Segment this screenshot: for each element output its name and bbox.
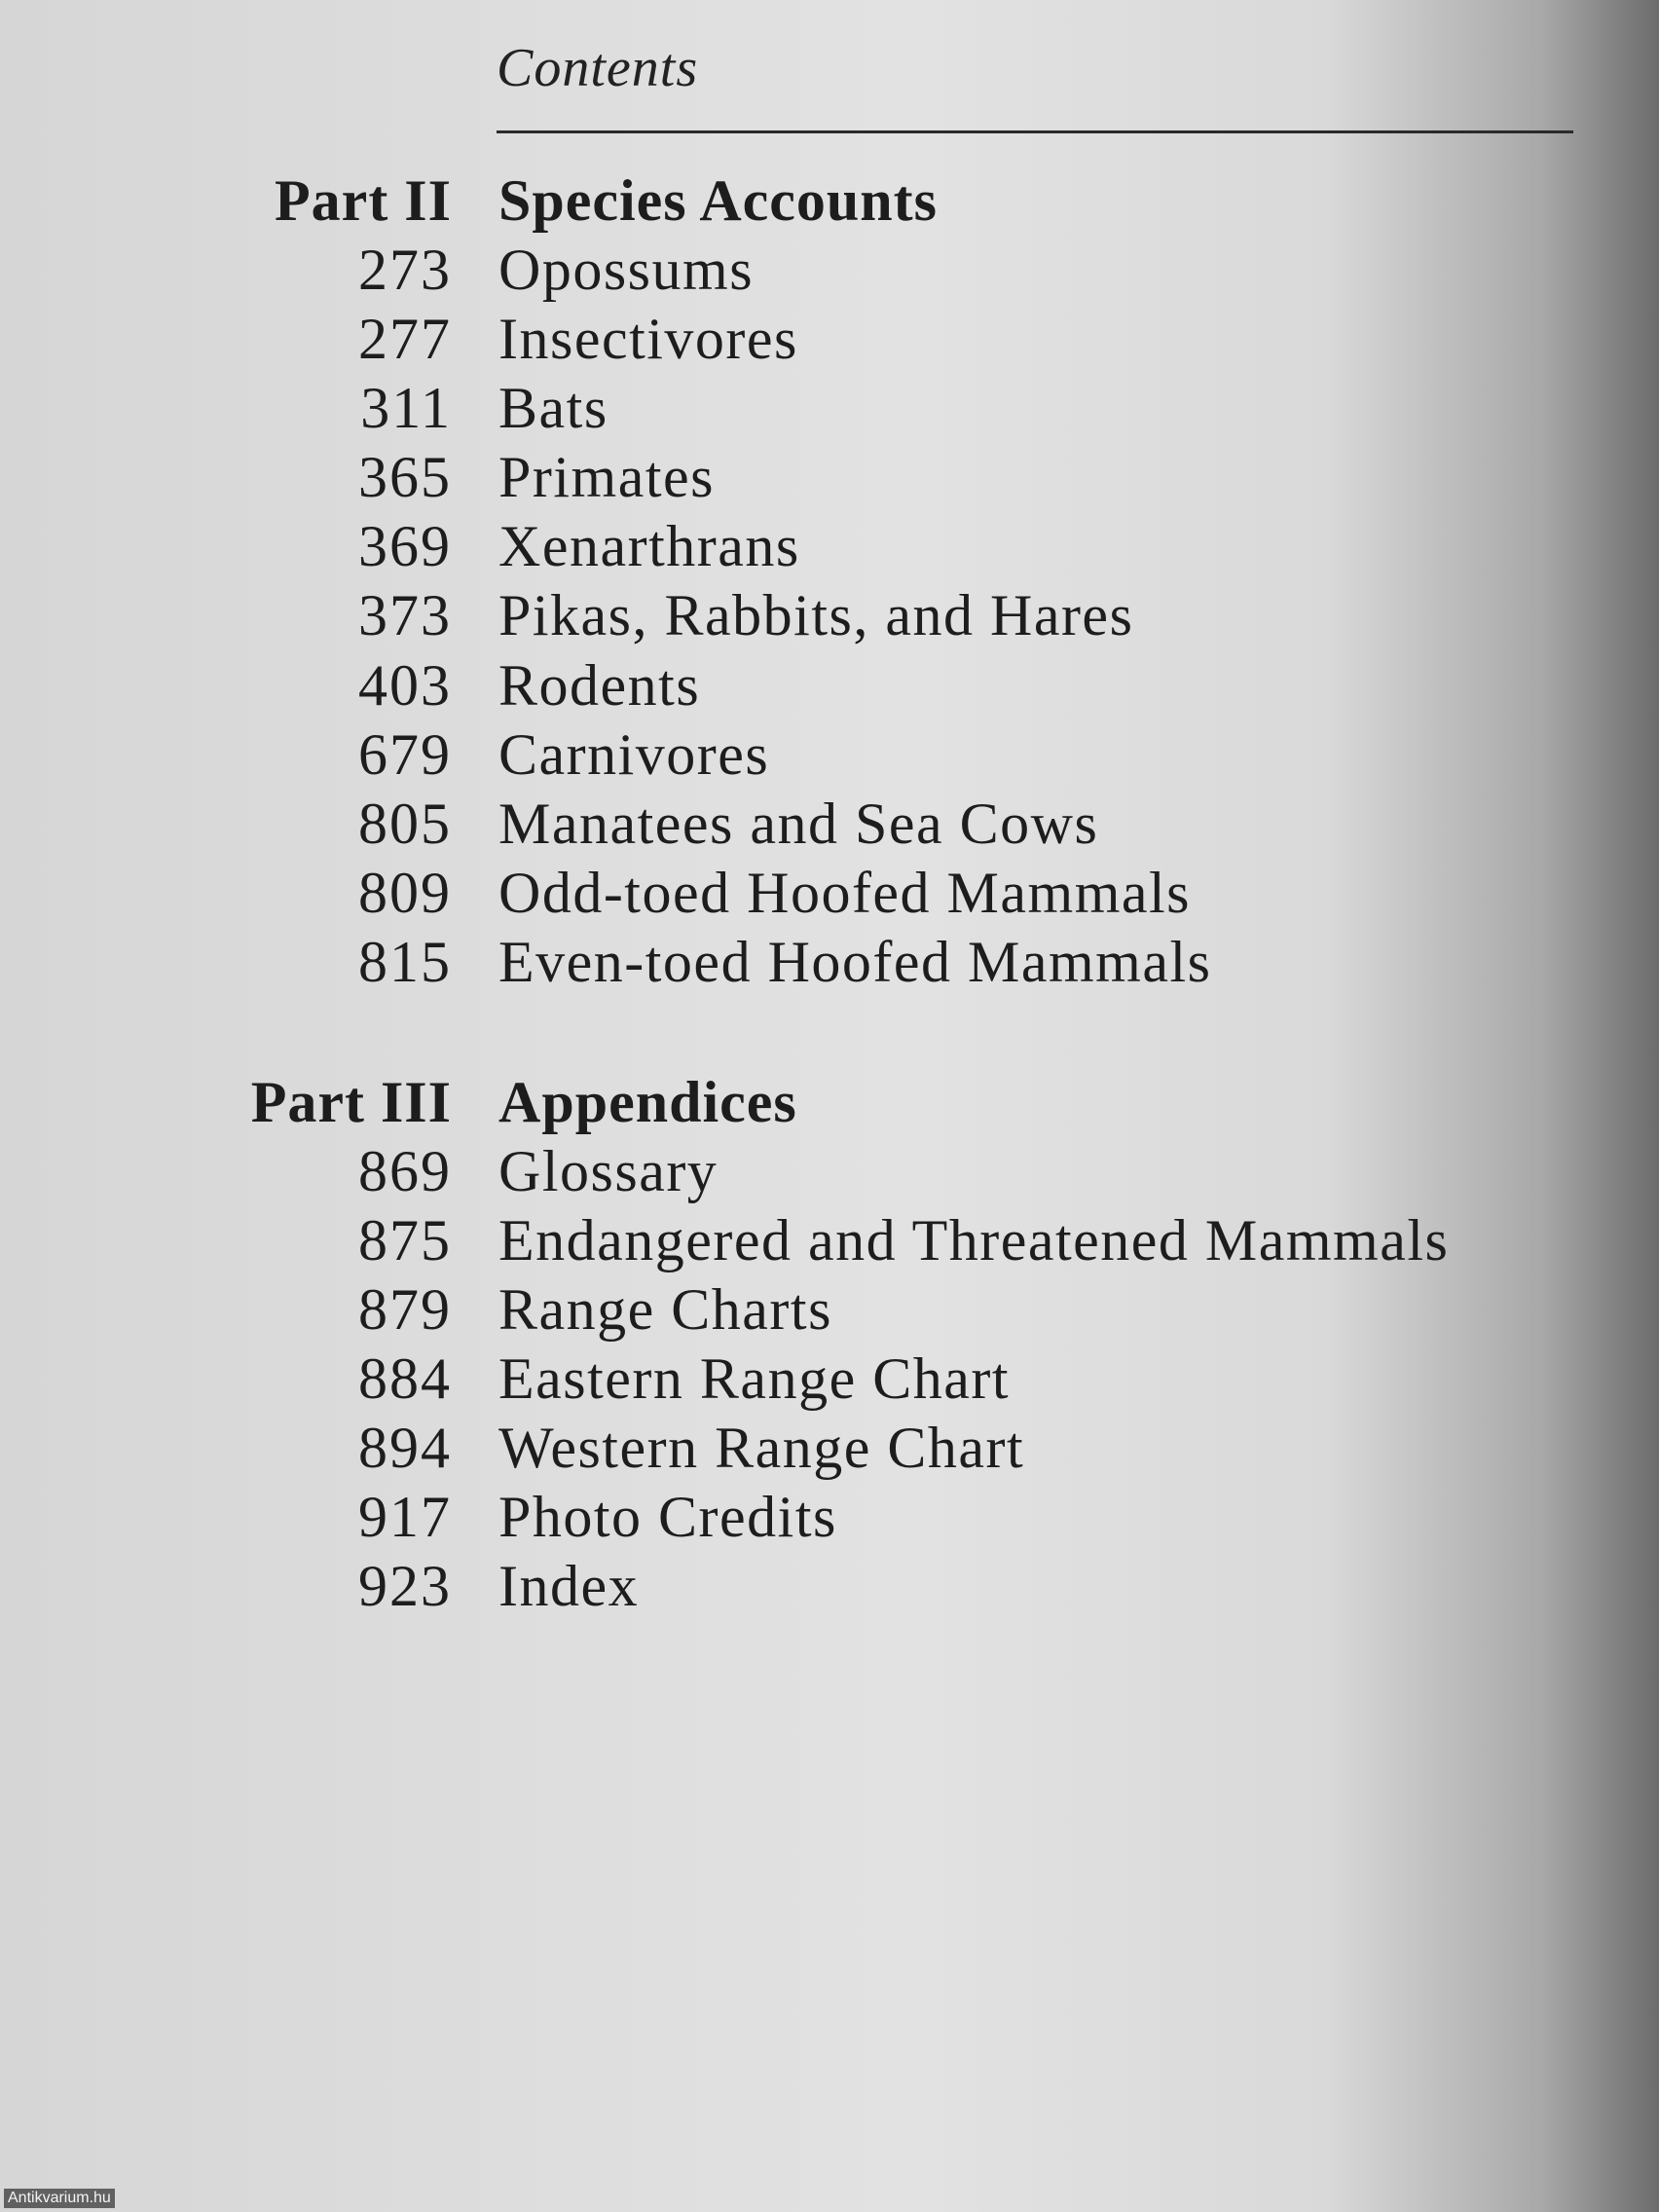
toc-entry[interactable] bbox=[0, 653, 1659, 724]
page-number: 879 bbox=[358, 1277, 452, 1342]
toc-entry[interactable] bbox=[0, 1485, 1659, 1556]
entry-label: Manatees and Sea Cows bbox=[498, 792, 1099, 856]
header-rule bbox=[497, 130, 1573, 133]
page-number: 365 bbox=[358, 445, 452, 509]
page-number: 875 bbox=[358, 1208, 452, 1272]
entry-label: Index bbox=[498, 1554, 640, 1618]
page-number: 679 bbox=[358, 722, 452, 787]
page-number: 884 bbox=[358, 1346, 452, 1411]
entry-label: Western Range Chart bbox=[498, 1416, 1025, 1480]
part-heading-row bbox=[0, 1070, 1659, 1141]
toc-entry[interactable] bbox=[0, 583, 1659, 654]
entry-label: Opossums bbox=[498, 238, 755, 302]
page-number: 277 bbox=[358, 307, 452, 371]
page-number: 815 bbox=[358, 930, 452, 994]
toc-entry[interactable] bbox=[0, 1208, 1659, 1279]
entry-label: Bats bbox=[498, 376, 608, 440]
toc-entry[interactable] bbox=[0, 1346, 1659, 1418]
watermark: Antikvarium.hu bbox=[4, 2189, 115, 2208]
part-number: Part III bbox=[250, 1070, 452, 1134]
page-number: 869 bbox=[358, 1139, 452, 1203]
part-number: Part II bbox=[275, 168, 452, 233]
toc-entry[interactable] bbox=[0, 1554, 1659, 1625]
page-number: 809 bbox=[358, 861, 452, 925]
entry-label: Range Charts bbox=[498, 1277, 832, 1342]
entry-label: Odd-toed Hoofed Mammals bbox=[498, 861, 1192, 925]
toc-entry[interactable] bbox=[0, 1277, 1659, 1348]
page-number: 894 bbox=[358, 1416, 452, 1480]
toc-entry[interactable] bbox=[0, 794, 1659, 863]
entry-label: Carnivores bbox=[498, 722, 770, 787]
entry-label: Xenarthrans bbox=[498, 514, 800, 578]
entry-label: Pikas, Rabbits, and Hares bbox=[498, 583, 1134, 647]
toc-entry[interactable] bbox=[0, 1416, 1659, 1487]
page-number: 311 bbox=[360, 376, 452, 440]
entry-label: Photo Credits bbox=[498, 1485, 837, 1549]
part-title: Species Accounts bbox=[498, 168, 938, 233]
entry-label: Eastern Range Chart bbox=[498, 1346, 1010, 1411]
toc-entry[interactable] bbox=[0, 1139, 1659, 1210]
page-number: 923 bbox=[358, 1554, 452, 1618]
entry-label: Insectivores bbox=[498, 307, 798, 371]
entry-label: Rodents bbox=[498, 653, 701, 718]
entry-label: Glossary bbox=[498, 1139, 719, 1203]
page-number: 805 bbox=[358, 792, 452, 856]
page-number: 373 bbox=[358, 583, 452, 647]
page-number: 369 bbox=[358, 514, 452, 578]
part-heading-row bbox=[0, 168, 1659, 240]
toc-entry[interactable] bbox=[0, 722, 1659, 793]
toc-entry[interactable] bbox=[0, 514, 1659, 585]
page-title: Contents bbox=[497, 38, 699, 98]
toc-entry[interactable] bbox=[0, 861, 1659, 932]
toc-entry[interactable] bbox=[0, 240, 1659, 309]
page-number: 273 bbox=[358, 238, 452, 302]
toc-entry[interactable] bbox=[0, 445, 1659, 516]
toc-entry[interactable] bbox=[0, 307, 1659, 378]
entry-label: Even-toed Hoofed Mammals bbox=[498, 930, 1212, 994]
page-number: 917 bbox=[358, 1485, 452, 1549]
part-title: Appendices bbox=[498, 1070, 797, 1134]
page-number: 403 bbox=[358, 653, 452, 718]
toc-entry[interactable] bbox=[0, 930, 1659, 1001]
toc-entry[interactable] bbox=[0, 376, 1659, 447]
entry-label: Endangered and Threatened Mammals bbox=[498, 1208, 1450, 1272]
entry-label: Primates bbox=[498, 445, 715, 509]
